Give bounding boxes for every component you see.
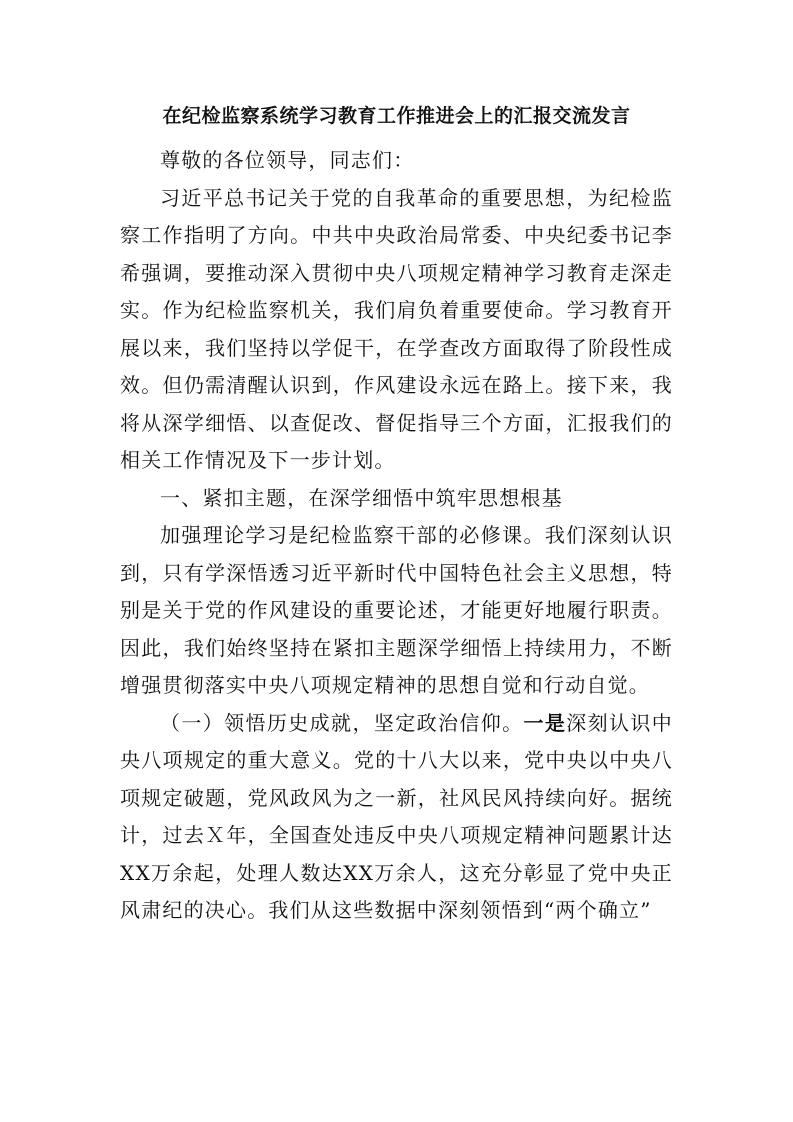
subsection-one-paragraph bbox=[120, 705, 673, 930]
document-body bbox=[120, 142, 673, 930]
subsection-heading: （一）领悟历史成就，坚定政治信仰。 bbox=[160, 710, 524, 735]
section-one-paragraph: 加强理论学习是纪检监察干部的必修课。我们深刻认识到，只有学深悟透习近平新时代中国特色社会主义思想，特别是关于党的作风建设的重要论述，才能更好地履行职责。因此，我们始终坚持在紧扣主题深学细悟上持续用力，不断增强贯彻落实中央八项规定精神的思想自觉和行动自觉。 bbox=[120, 523, 673, 697]
subsection-text: 深刻认识中央八项规定的重大意义。党的十八大以来，党中央以中央八项规定破题，党风政风为之一新，社风民风持续向好。据统计，过去Ｘ年，全国查处违反中央八项规定精神问题累计达XX万余起，处理人数达XX万余人，这充分彰显了党中央正风肃纪的决心。我们从这些数据中深刻领悟到“两个确立” bbox=[120, 710, 673, 922]
intro-paragraph: 习近平总书记关于党的自我革命的重要思想，为纪检监察工作指明了方向。中共中央政治局常委、中央纪委书记李希强调，要推动深入贯彻中央八项规定精神学习教育走深走实。作为纪检监察机关，我们肩负着重要使命。学习教育开展以来，我们坚持以学促干，在学查改方面取得了阶段性成效。但仍需清醒认识到，作风建设永远在路上。接下来，我将从深学细悟、以查促改、督促指导三个方面，汇报我们的相关工作情况及下一步计划。 bbox=[120, 185, 673, 472]
subsection-lead: 一是 bbox=[523, 710, 567, 735]
salutation: 尊敬的各位领导，同志们： bbox=[160, 148, 415, 172]
document-title: 在纪检监察系统学习教育工作推进会上的汇报交流发言 bbox=[162, 105, 631, 127]
section-one-heading: 一、紧扣主题，在深学细悟中筑牢思想根基 bbox=[160, 485, 563, 510]
